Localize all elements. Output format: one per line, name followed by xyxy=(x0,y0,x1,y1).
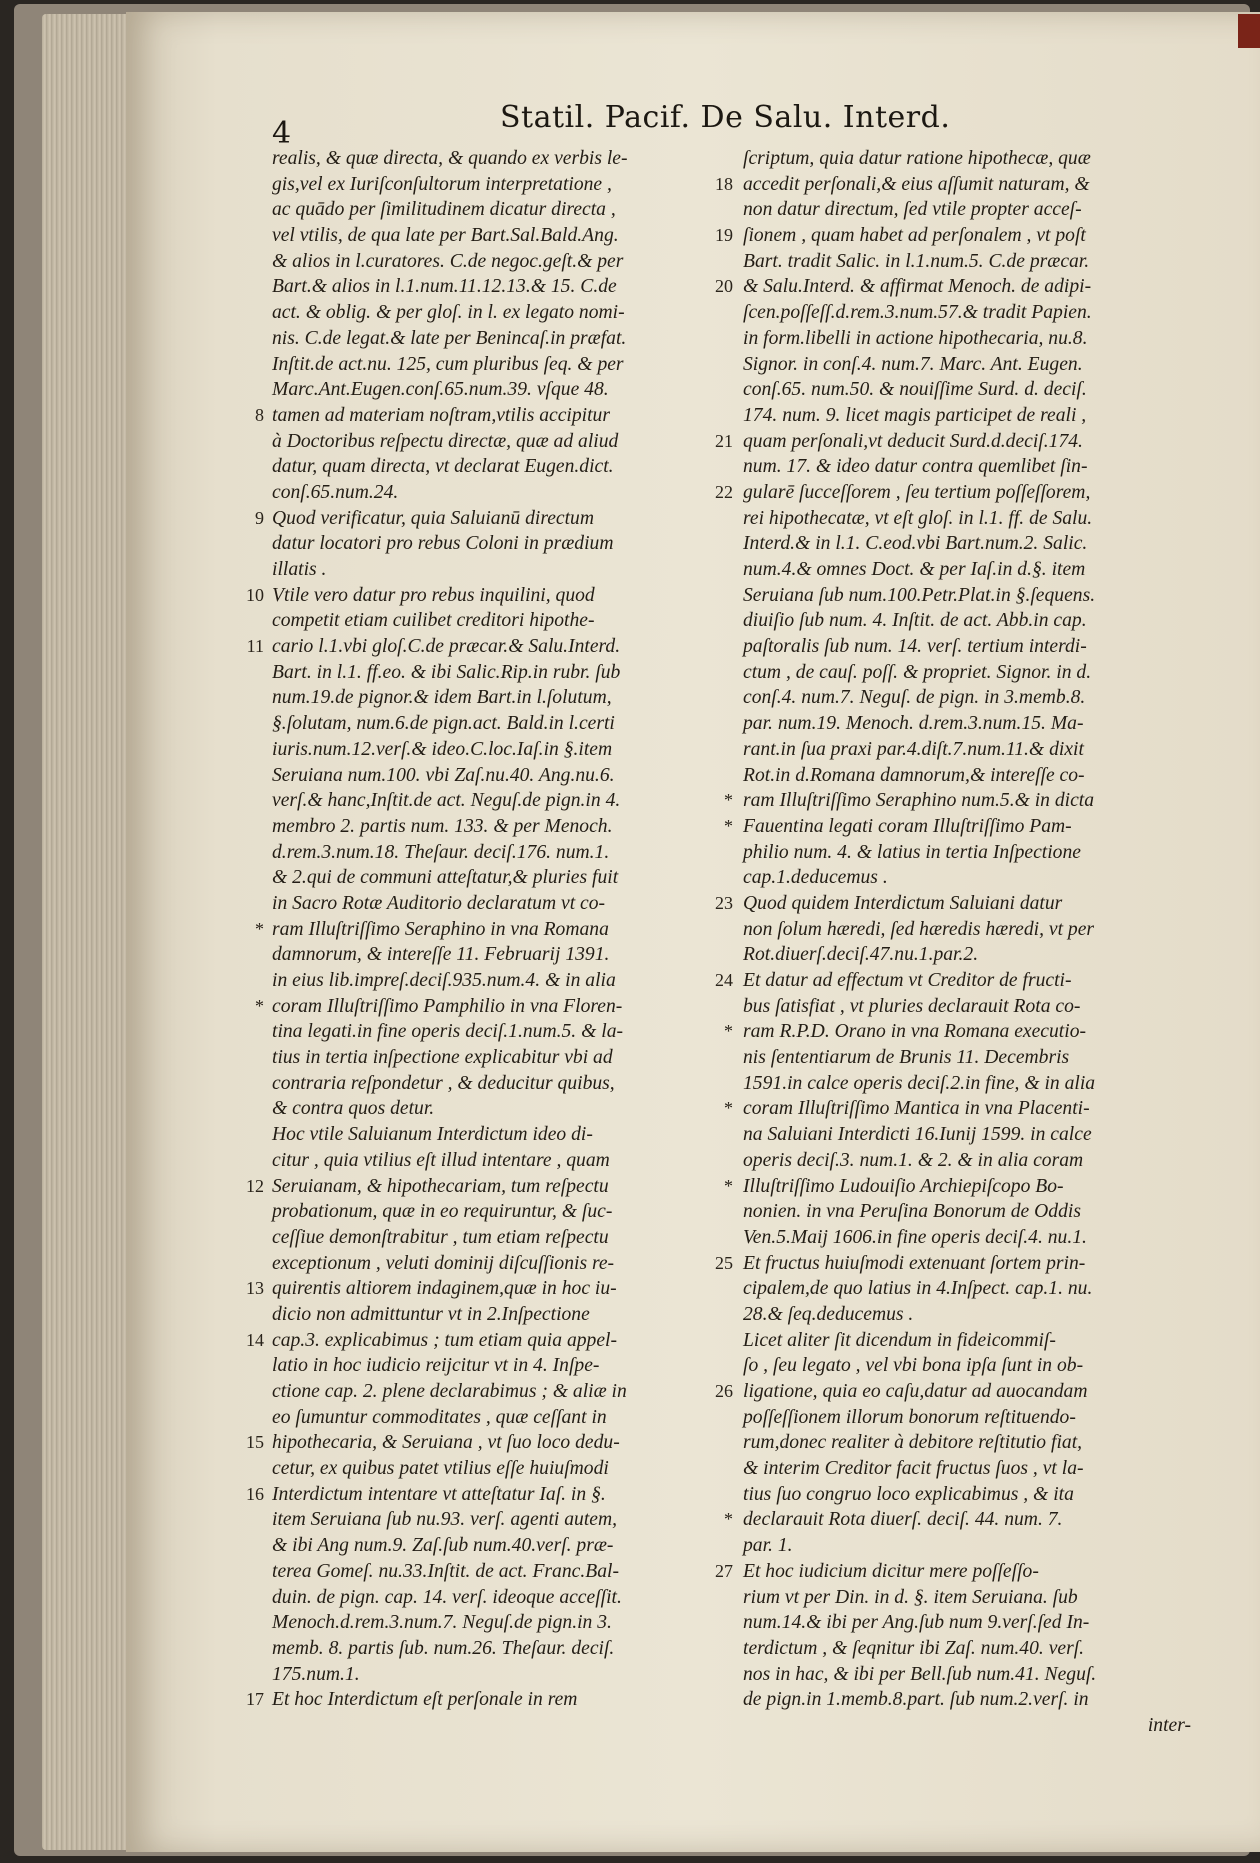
line-text: Marc.Ant.Eugen.conſ.65.num.39. vſque 48. xyxy=(272,379,609,401)
margin-note-number: 26 xyxy=(715,1381,733,1401)
margin-note-number: 13 xyxy=(246,1278,264,1299)
text-line xyxy=(272,891,712,917)
text-line xyxy=(272,1148,712,1174)
text-line xyxy=(743,1636,1191,1662)
line-text: & Salu.Interd. & affirmat Menoch. de adipi- xyxy=(743,276,1092,298)
line-text: item Seruiana ſub nu.93. verſ. agenti autem, xyxy=(272,1509,618,1531)
line-text: illatis . xyxy=(272,559,327,580)
text-line xyxy=(272,172,712,198)
line-text: Et hoc Interdictum eſt perſonale in rem xyxy=(272,1689,578,1711)
line-text: iuris.num.12.verſ.& ideo.C.loc.Iaſ.in §.item xyxy=(272,738,613,760)
line-text: cap.1.deducemus . xyxy=(743,867,888,889)
text-line xyxy=(272,1122,712,1148)
text-line xyxy=(743,1045,1191,1071)
line-text: num.14.& ibi per Ang.ſub num 9.verſ.ſed In- xyxy=(743,1612,1090,1634)
margin-note-number: 27 xyxy=(715,1560,733,1581)
line-text: nos in hac, & ibi per Bell.ſub num.41. Neguſ. xyxy=(743,1663,1097,1685)
text-line xyxy=(715,223,1191,249)
text-line xyxy=(272,249,712,275)
text-line xyxy=(743,557,1191,583)
line-text: tamen ad materiam noſtram,vtilis accipitur xyxy=(272,404,610,426)
line-text: conſ.4. num.7. Neguſ. de pign. in 3.memb.8. xyxy=(743,687,1086,709)
text-line xyxy=(743,1585,1191,1611)
text-line xyxy=(743,942,1191,968)
margin-note-number: 20 xyxy=(715,276,733,297)
line-text: vel vtilis, de qua late per Bart.Sal.Bald.Ang. xyxy=(272,225,619,247)
text-line xyxy=(743,1482,1191,1508)
text-line xyxy=(272,1302,712,1328)
text-line xyxy=(272,942,712,968)
line-text: terea Gomeſ. nu.33.Inſtit. de act. Franc.Bal- xyxy=(272,1560,619,1582)
line-text: nonien. in vna Peruſina Bonorum de Oddis xyxy=(743,1201,1081,1223)
margin-note-number: 16 xyxy=(246,1483,264,1504)
text-line xyxy=(743,1225,1191,1251)
line-text: act. & oblig. & per gloſ. in l. ex legato nomi- xyxy=(272,302,625,324)
line-text: Rot.diuerſ.deciſ.47.nu.1.par.2. xyxy=(743,944,979,966)
text-line xyxy=(272,1610,712,1636)
margin-note-number: 9 xyxy=(255,507,264,528)
line-text: paſtoralis ſub num. 14. verſ. tertium interdi- xyxy=(743,636,1087,658)
text-line xyxy=(246,1482,712,1508)
line-text: §.ſolutam, num.6.de pign.act. Bald.in l.certi xyxy=(272,713,615,735)
line-text: ſo , ſeu legato , vel vbi bona ipſa ſunt in ob- xyxy=(743,1355,1084,1377)
line-text: datur, quam directa, vt declarat Eugen.dict. xyxy=(272,456,614,478)
text-line xyxy=(272,660,712,686)
text-line xyxy=(743,1276,1191,1302)
margin-note-number: * xyxy=(724,1175,733,1196)
text-line xyxy=(743,531,1191,557)
line-text: ſcriptum, quia datur ratione hipothecæ, quæ xyxy=(743,148,1091,169)
text-line xyxy=(743,1302,1191,1328)
line-text: Quod verificatur, quia Saluianū directum xyxy=(272,507,594,529)
line-text: rei hipothecatæ, vt eſt gloſ. in l.1. ff. de Salu. xyxy=(743,507,1093,529)
line-text: citur , quia vtilius eſt illud intentare , quam xyxy=(272,1149,610,1171)
line-text: 1591.in calce operis deciſ.2.in fine, & in alia xyxy=(743,1072,1096,1094)
left-text-column xyxy=(246,146,712,1713)
text-line xyxy=(272,326,712,352)
text-line xyxy=(743,1405,1191,1431)
text-line xyxy=(255,403,712,429)
text-line xyxy=(724,1174,1191,1200)
line-text: diuiſio ſub num. 4. Inſtit. de act. Abb.in cap. xyxy=(743,610,1087,632)
text-line xyxy=(743,917,1191,943)
text-line xyxy=(743,197,1191,223)
text-line xyxy=(255,917,712,943)
text-line xyxy=(272,788,712,814)
text-line xyxy=(743,454,1191,480)
line-text: de pign.in 1.memb.8.part. ſub num.2.verſ. in xyxy=(743,1689,1089,1711)
line-text: realis, & quæ directa, & quando ex verbis le- xyxy=(272,148,628,169)
text-line xyxy=(272,300,712,326)
text-line xyxy=(246,1174,712,1200)
text-line xyxy=(724,1019,1191,1045)
text-line xyxy=(246,634,712,660)
line-text: terdictum , & ſeqnitur ibi Zaſ. num.40. verſ. xyxy=(743,1637,1085,1659)
line-text: Menoch.d.rem.3.num.7. Neguſ.de pign.in 3. xyxy=(272,1612,612,1634)
text-line xyxy=(272,352,712,378)
text-line xyxy=(743,146,1191,172)
margin-note-number: 8 xyxy=(255,404,264,425)
line-text: Inſtit.de act.nu. 125, cum pluribus ſeq. & per xyxy=(272,353,624,375)
line-text: competit etiam cuilibet creditori hipothe- xyxy=(272,610,595,632)
line-text: coram Illuſtriſſimo Pamphilio in vna Floren- xyxy=(272,995,623,1017)
line-text: na Saluiani Interdicti 16.Iunij 1599. in calce xyxy=(743,1124,1092,1146)
line-text: tius ſuo congruo loco explicabimus , & ita xyxy=(743,1483,1074,1505)
line-text: tina legati.in fine operis deciſ.1.num.5. & la- xyxy=(272,1021,624,1043)
line-text: ac quādo per ſimilitudinem dicatur directa , xyxy=(272,199,616,221)
text-line xyxy=(724,788,1191,814)
text-line xyxy=(715,429,1191,455)
text-line xyxy=(272,1379,712,1405)
line-text: poſſeſſionem illorum bonorum reſtituendo- xyxy=(743,1406,1076,1428)
text-line xyxy=(743,352,1191,378)
text-line xyxy=(715,1251,1191,1277)
line-text: d.rem.3.num.18. Theſaur. deciſ.176. num.1. xyxy=(272,841,610,863)
line-text: par. 1. xyxy=(743,1535,793,1557)
text-line xyxy=(743,608,1191,634)
text-line xyxy=(272,814,712,840)
line-text: Quod quidem Interdictum Saluiani datur xyxy=(743,892,1063,914)
text-line xyxy=(272,865,712,891)
line-text: Interd.& in l.1. C.eod.vbi Bart.num.2. Salic. xyxy=(743,533,1088,555)
text-line xyxy=(272,223,712,249)
catchword: inter- xyxy=(1147,1714,1191,1736)
text-line xyxy=(743,865,1191,891)
text-line xyxy=(743,377,1191,403)
text-line xyxy=(246,1687,712,1713)
text-line xyxy=(272,1507,712,1533)
line-text: Illuſtriſſimo Ludouiſio Archiepiſcopo Bo- xyxy=(743,1175,1064,1197)
line-text: Rot.in d.Romana damnorum,& intereſſe co- xyxy=(743,764,1085,786)
margin-note-number: 17 xyxy=(246,1689,264,1710)
line-text: Licet aliter ſit dicendum in fideicommiſ- xyxy=(743,1329,1056,1351)
text-line xyxy=(743,249,1191,275)
line-text: Bart. tradit Salic. in l.1.num.5. C.de præcar. xyxy=(743,250,1090,272)
line-text: num. 17. & ideo datur contra quemlibet ſin- xyxy=(743,456,1088,478)
text-line xyxy=(724,1507,1191,1533)
text-line xyxy=(743,763,1191,789)
line-text: ceſſiue demonſtrabitur , tum etiam reſpectu xyxy=(272,1226,609,1248)
line-text: quam perſonali,vt deducit Surd.d.deciſ.174. xyxy=(743,430,1083,452)
text-line xyxy=(743,1533,1191,1559)
text-line xyxy=(272,274,712,300)
text-line xyxy=(743,711,1191,737)
line-text: dicio non admittuntur vt in 2.Inſpectione xyxy=(272,1303,590,1325)
line-text: Ven.5.Maij 1606.in fine operis deciſ.4. nu.1. xyxy=(743,1226,1087,1248)
margin-note-number: * xyxy=(255,918,264,939)
text-line xyxy=(272,763,712,789)
line-text: declarauit Rota diuerſ. deciſ. 44. num. 7. xyxy=(743,1509,1063,1531)
line-text: probationum, quæ in eo requiruntur, & ſuc- xyxy=(272,1201,613,1223)
text-line xyxy=(272,968,712,994)
text-line xyxy=(715,172,1191,198)
line-text: memb. 8. partis ſub. num.26. Theſaur. deciſ. xyxy=(272,1637,615,1659)
line-text: & interim Creditor facit fructus ſuos , vt la- xyxy=(743,1458,1084,1480)
line-text: cario l.1.vbi gloſ.C.de præcar.& Salu.Interd. xyxy=(272,636,621,658)
line-text: rant.in ſua praxi par.4.diſt.7.num.11.& dixit xyxy=(743,738,1084,760)
text-line xyxy=(743,1456,1191,1482)
text-line xyxy=(743,1148,1191,1174)
text-line xyxy=(272,1559,712,1585)
line-text: verſ.& hanc,Inſtit.de act. Neguſ.de pign.in 4. xyxy=(272,790,621,812)
line-text: gis,vel ex Iuriſconſultorum interpretatione , xyxy=(272,173,612,195)
margin-note-number: * xyxy=(724,1098,733,1119)
line-text: 174. num. 9. licet magis participet de reali , xyxy=(743,404,1087,426)
text-line xyxy=(272,1585,712,1611)
text-line xyxy=(743,300,1191,326)
line-text: non datur directum, ſed vtile propter acceſ- xyxy=(743,199,1082,221)
line-text: 175.num.1. xyxy=(272,1663,360,1685)
margin-note-number: * xyxy=(255,995,264,1016)
text-line xyxy=(272,1071,712,1097)
text-line xyxy=(724,1096,1191,1122)
margin-note-number: 14 xyxy=(246,1329,264,1350)
running-title: Statil. Pacif. De Salu. Interd. xyxy=(500,100,951,135)
text-line xyxy=(246,1430,712,1456)
line-text: nis. C.de legat.& late per Benincaſ.in præfat. xyxy=(272,327,627,349)
text-line xyxy=(715,968,1191,994)
text-line xyxy=(272,1456,712,1482)
line-text: ctione cap. 2. plene declarabimus ; & aliæ in xyxy=(272,1381,627,1402)
margin-note-number: 12 xyxy=(246,1175,264,1196)
text-line xyxy=(743,1430,1191,1456)
text-line xyxy=(743,1122,1191,1148)
line-text: num.19.de pignor.& idem Bart.in l.ſolutum, xyxy=(272,687,612,709)
line-text: duin. de pign. cap. 14. verſ. ideoque acceſſit. xyxy=(272,1586,622,1608)
line-text: ligatione, quia eo caſu,datur ad auocandam xyxy=(743,1381,1088,1402)
text-line xyxy=(272,557,712,583)
text-line xyxy=(272,1636,712,1662)
text-line xyxy=(715,1379,1191,1405)
line-text: ſcen.poſſeſſ.d.rem.3.num.57.& tradit Papien. xyxy=(743,302,1092,324)
margin-note-number: * xyxy=(724,1021,733,1042)
text-line xyxy=(246,1328,712,1354)
text-line xyxy=(743,403,1191,429)
text-line xyxy=(743,1199,1191,1225)
text-line xyxy=(272,1662,712,1688)
text-line xyxy=(743,685,1191,711)
line-text: bus ſatisfiat , vt pluries declarauit Rota co- xyxy=(743,995,1081,1017)
text-line xyxy=(255,994,712,1020)
line-text: rum,donec realiter à debitore reſtitutio fiat, xyxy=(743,1432,1083,1454)
text-line xyxy=(743,1662,1191,1688)
margin-note-number: 23 xyxy=(715,892,733,913)
line-text: in eius lib.impreſ.deciſ.935.num.4. & in alia xyxy=(272,970,616,991)
text-line xyxy=(255,506,712,532)
line-text: & ibi Ang num.9. Zaſ.ſub num.40.verſ. præ- xyxy=(272,1535,614,1557)
text-line xyxy=(724,814,1191,840)
line-text: nis ſententiarum de Brunis 11. Decembris xyxy=(743,1047,1070,1069)
margin-note-number: 15 xyxy=(246,1432,264,1453)
line-text: cipalem,de quo latius in 4.Inſpect. cap.1. nu. xyxy=(743,1278,1093,1300)
text-line xyxy=(743,1610,1191,1636)
margin-note-number: 25 xyxy=(715,1252,733,1273)
line-text: cetur, ex quibus patet vtilius eſſe huiuſmodi xyxy=(272,1458,609,1480)
line-text: Hoc vtile Saluianum Interdictum ideo di- xyxy=(272,1124,593,1146)
text-line xyxy=(743,506,1191,532)
line-text: & alios in l.curatores. C.de negoc.geſt.& per xyxy=(272,250,624,272)
margin-note-number: 10 xyxy=(246,584,264,605)
line-text: Seruianam, & hipothecariam, tum reſpectu xyxy=(272,1175,609,1197)
line-text: accedit perſonali,& eius aſſumit naturam, & xyxy=(743,173,1090,195)
margin-note-number: 18 xyxy=(715,173,733,194)
line-text: ram Illuſtriſſimo Seraphino num.5.& in dicta xyxy=(743,790,1095,812)
line-text: ram R.P.D. Orano in vna Romana executio- xyxy=(743,1021,1087,1043)
line-text: membro 2. partis num. 133. & per Menoch. xyxy=(272,815,613,837)
text-line xyxy=(743,840,1191,866)
line-text: ram Illuſtriſſimo Seraphino in vna Romana xyxy=(272,918,609,940)
text-line xyxy=(272,608,712,634)
text-line xyxy=(272,1533,712,1559)
text-line xyxy=(272,377,712,403)
margin-note-number: 19 xyxy=(715,225,733,246)
page-edges xyxy=(42,14,138,1850)
line-text: contraria reſpondetur , & deducitur quibus, xyxy=(272,1072,615,1094)
line-text: par. num.19. Menoch. d.rem.3.num.15. Ma- xyxy=(743,713,1084,735)
page-number: 4 xyxy=(272,116,292,151)
line-text: ctum , de cauſ. poſſ. & propriet. Signor. in d. xyxy=(743,661,1092,683)
line-text: conſ.65. num.50. & nouiſſime Surd. d. deciſ. xyxy=(743,379,1087,401)
line-text: eo ſumuntur commoditates , quæ ceſſant in xyxy=(272,1406,607,1428)
text-line xyxy=(743,1687,1191,1713)
text-line xyxy=(715,274,1191,300)
line-text: & 2.qui de communi atteſtatur,& pluries fuit xyxy=(272,867,619,889)
text-line xyxy=(272,197,712,223)
ribbon-bookmark xyxy=(1238,14,1260,48)
line-text: cap.3. explicabimus ; tum etiam quia appel- xyxy=(272,1329,617,1351)
line-text: Bart. in l.1. ff.eo. & ibi Salic.Rip.in rubr. ſub xyxy=(272,661,621,683)
right-text-column xyxy=(715,146,1191,1739)
margin-note-number: 11 xyxy=(246,636,264,657)
line-text: tius in tertia inſpectione explicabitur vbi ad xyxy=(272,1047,613,1069)
text-line xyxy=(743,994,1191,1020)
line-text: coram Illuſtriſſimo Mantica in vna Placenti- xyxy=(743,1098,1090,1120)
margin-note-number: * xyxy=(724,1509,733,1530)
text-line xyxy=(272,711,712,737)
text-line xyxy=(743,1071,1191,1097)
line-text: num.4.& omnes Doct. & per Iaſ.in d.§. item xyxy=(743,559,1086,580)
text-line xyxy=(715,1559,1191,1585)
text-line xyxy=(272,737,712,763)
text-line xyxy=(272,1096,712,1122)
text-line xyxy=(743,1353,1191,1379)
margin-note-number: 24 xyxy=(715,970,733,990)
text-line xyxy=(272,531,712,557)
line-text: philio num. 4. & latius in tertia Inſpectione xyxy=(743,841,1081,863)
line-text: & contra quos detur. xyxy=(272,1098,435,1120)
text-line xyxy=(272,454,712,480)
line-text: à Doctoribus reſpectu directæ, quæ ad aliud xyxy=(272,430,619,452)
text-line xyxy=(743,583,1191,609)
line-text: Signor. in conſ.4. num.7. Marc. Ant. Eugen. xyxy=(743,353,1083,375)
line-text: Interdictum intentare vt atteſtatur Iaſ. in §. xyxy=(272,1483,606,1505)
text-line xyxy=(272,480,712,506)
text-line xyxy=(272,840,712,866)
margin-note-number: 21 xyxy=(715,430,733,451)
text-line xyxy=(272,429,712,455)
line-text: gularē ſucceſſorem , ſeu tertium poſſeſſorem, xyxy=(743,481,1091,503)
line-text: operis deciſ.3. num.1. & 2. & in alia coram xyxy=(743,1149,1084,1171)
line-text: non ſolum hæredi, ſed hæredis hæredi, vt per xyxy=(743,918,1095,940)
line-text: in Sacro Rotæ Auditorio declaratum vt co- xyxy=(272,892,606,914)
line-text: Vtile vero datur pro rebus inquilini, quod xyxy=(272,584,595,606)
line-text: Seruiana ſub num.100.Petr.Plat.in §.ſequens. xyxy=(743,584,1096,606)
text-line xyxy=(743,737,1191,763)
text-line xyxy=(272,1199,712,1225)
line-text: Et fructus huiuſmodi extenuant ſortem prin- xyxy=(743,1252,1086,1274)
text-line xyxy=(246,583,712,609)
text-line xyxy=(272,685,712,711)
text-line xyxy=(272,1353,712,1379)
text-line xyxy=(272,1405,712,1431)
line-text: in form.libelli in actione hipothecaria, nu.8. xyxy=(743,327,1088,349)
line-text: hipothecaria, & Seruiana , vt ſuo loco dedu- xyxy=(272,1432,620,1454)
text-line xyxy=(743,1328,1191,1354)
line-text: Fauentina legati coram Illuſtriſſimo Pam- xyxy=(743,815,1072,837)
text-line xyxy=(743,634,1191,660)
line-text: latio in hoc iudicio reijcitur vt in 4. Inſpe- xyxy=(272,1355,600,1377)
text-line xyxy=(715,891,1191,917)
text-line xyxy=(272,1045,712,1071)
line-text: damnorum, & intereſſe 11. Februarij 1391. xyxy=(272,944,610,966)
line-text: Bart.& alios in l.1.num.11.12.13.& 15. C.de xyxy=(272,276,617,298)
line-text: Et hoc iudicium dicitur mere poſſeſſo- xyxy=(743,1560,1039,1582)
line-text: Et datur ad effectum vt Creditor de fructi- xyxy=(743,970,1072,991)
text-line xyxy=(272,1019,712,1045)
text-line xyxy=(272,146,712,172)
line-text: quirentis altiorem indaginem,quæ in hoc iu- xyxy=(272,1278,617,1300)
text-line xyxy=(272,1251,712,1277)
margin-note-number: * xyxy=(724,815,733,836)
text-line xyxy=(715,480,1191,506)
line-text: exceptionum , veluti dominij diſcuſſionis re- xyxy=(272,1252,615,1274)
line-text: conſ.65.num.24. xyxy=(272,481,399,503)
line-text: rium vt per Din. in d. §. item Seruiana. ſub xyxy=(743,1586,1078,1608)
line-text: datur locatori pro rebus Coloni in prædium xyxy=(272,533,614,555)
text-line xyxy=(272,1225,712,1251)
line-text: ſionem , quam habet ad perſonalem , vt poſt xyxy=(743,225,1086,247)
line-text: 28.& ſeq.deducemus . xyxy=(743,1303,914,1325)
margin-note-number: * xyxy=(724,790,733,811)
text-line xyxy=(743,660,1191,686)
margin-note-number: 22 xyxy=(715,481,733,502)
line-text: Seruiana num.100. vbi Zaſ.nu.40. Ang.nu.6. xyxy=(272,764,615,786)
text-line xyxy=(743,326,1191,352)
text-line xyxy=(246,1276,712,1302)
